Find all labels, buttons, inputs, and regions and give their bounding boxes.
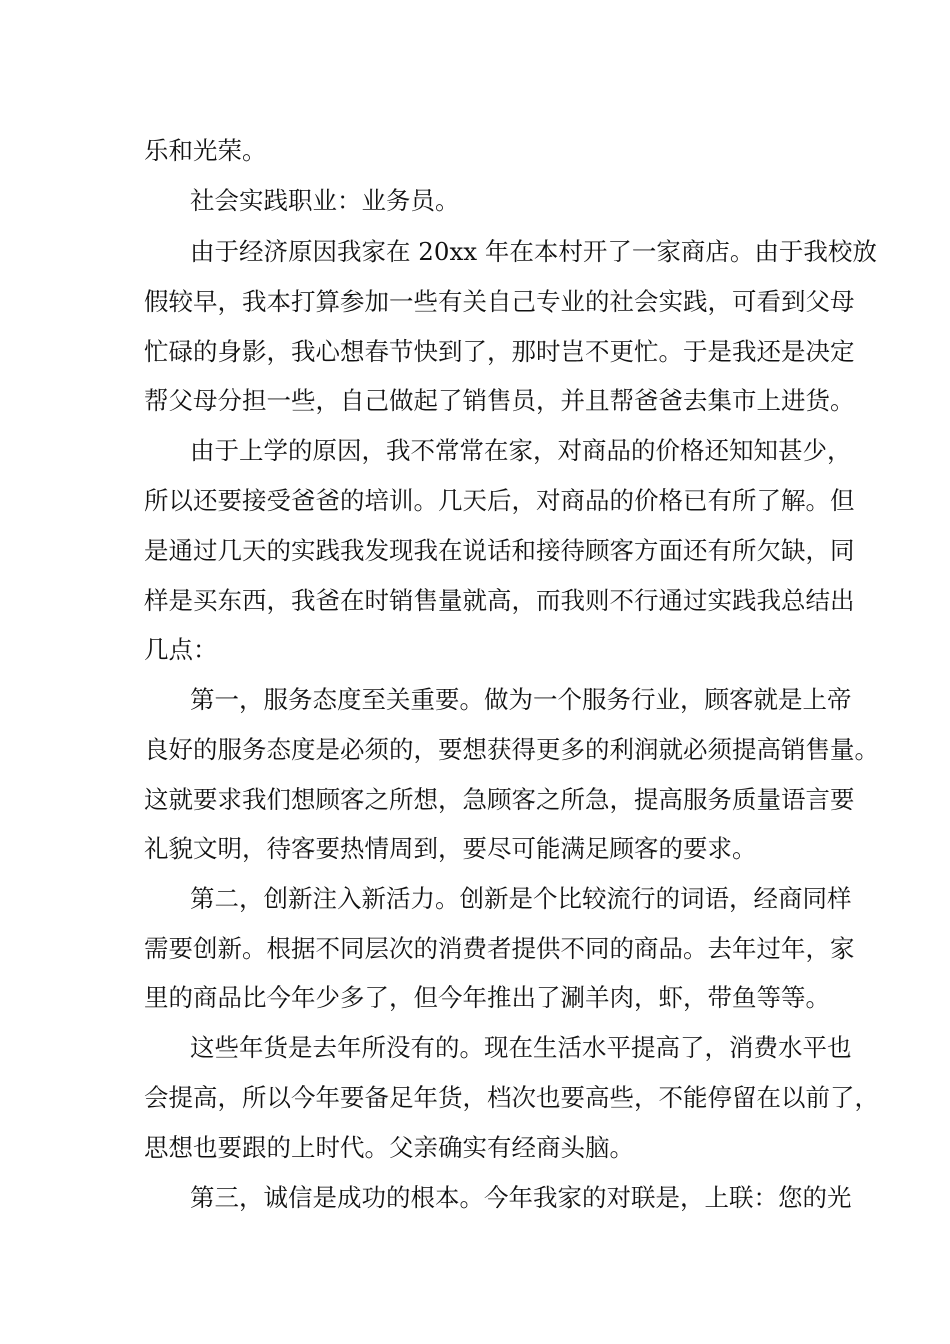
text-line: 乐和光荣。 (144, 136, 267, 165)
text-line: 礼貌文明，待客要热情周到，要尽可能满足顾客的要求。 (144, 834, 757, 863)
text-line: 假较早，我本打算参加一些有关自己专业的社会实践，可看到父母 (144, 287, 855, 316)
text-line: 由于经济原因我家在 20xx 年在本村开了一家商店。由于我校放 (190, 237, 877, 266)
text-line: 几点： (144, 635, 218, 664)
text-line: 会提高，所以今年要备足年货，档次也要高些，不能停留在以前了， (144, 1083, 879, 1112)
text-line: 由于上学的原因，我不常常在家，对商品的价格还知知甚少， (190, 436, 852, 465)
text-line: 所以还要接受爸爸的培训。几天后，对商品的价格已有所了解。但 (144, 486, 855, 515)
text-line: 第三，诚信是成功的根本。今年我家的对联是，上联：您的光 (190, 1183, 852, 1212)
text-line: 忙碌的身影，我心想春节快到了，那时岂不更忙。于是我还是决定 (144, 337, 855, 366)
text-line: 这就要求我们想顾客之所想，急顾客之所急，提高服务质量语言要 (144, 785, 855, 814)
text-line: 里的商品比今年少多了，但今年推出了涮羊肉，虾，带鱼等等。 (144, 983, 830, 1012)
text-line: 帮父母分担一些，自己做起了销售员，并且帮爸爸去集市上进货。 (144, 386, 855, 415)
text-line: 是通过几天的实践我发现我在说话和接待顾客方面还有所欠缺，同 (144, 536, 855, 565)
text-line: 第一，服务态度至关重要。做为一个服务行业，顾客就是上帝 (190, 685, 852, 714)
text-line: 这些年货是去年所没有的。现在生活水平提高了，消费水平也 (190, 1033, 852, 1062)
text-line: 第二，创新注入新活力。创新是个比较流行的词语，经商同样 (190, 884, 852, 913)
text-line: 良好的服务态度是必须的，要想获得更多的利润就必须提高销售量。 (144, 735, 879, 764)
text-line: 样是买东西，我爸在时销售量就高，而我则不行通过实践我总结出 (144, 586, 855, 615)
text-line: 需要创新。根据不同层次的消费者提供不同的商品。去年过年，家 (144, 934, 855, 963)
text-line: 社会实践职业：业务员。 (190, 186, 460, 215)
text-line: 思想也要跟的上时代。父亲确实有经商头脑。 (144, 1133, 634, 1162)
